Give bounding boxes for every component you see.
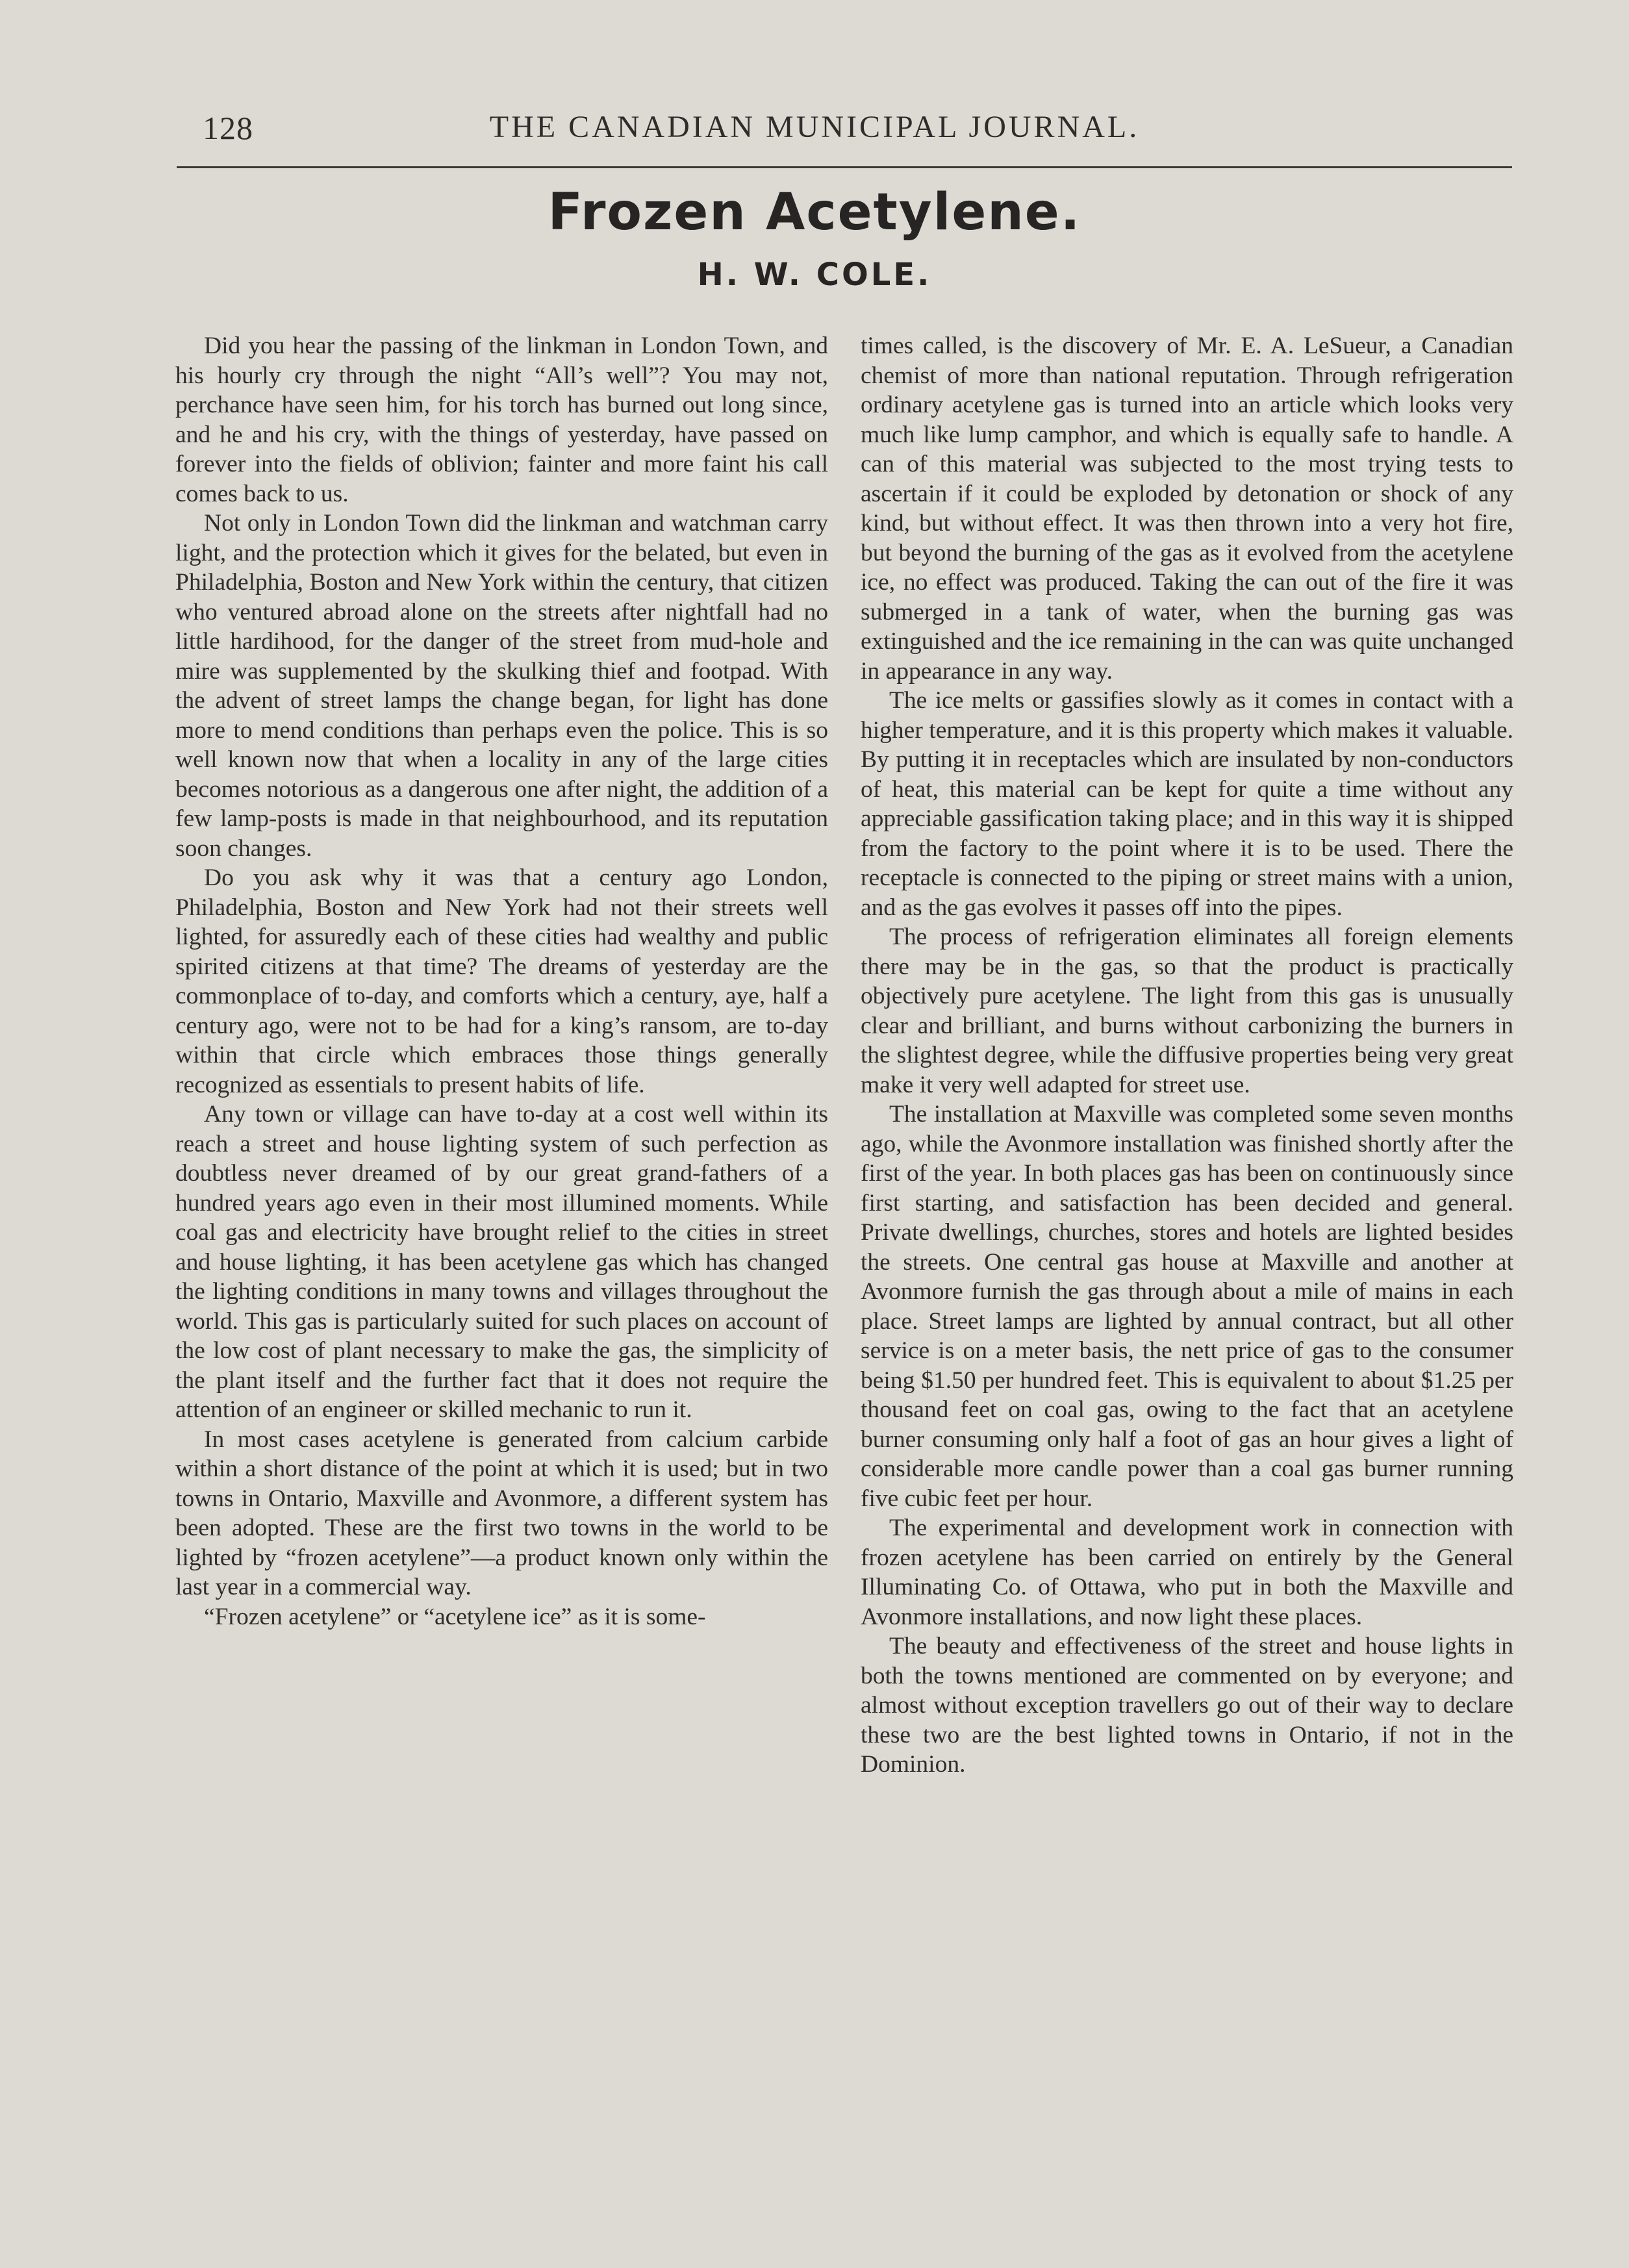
paragraph: “Frozen acetylene” or “acetylene ice” as it is some- [204,1603,706,1630]
paragraph: In most cases acetylene is generated from calcium carbide within a short distance of the point at which it is used; but in two towns in Ontario, Maxville and Avonmore, a different system has been adopted. These are the first two towns in the world to be lighted by “frozen acetylene”—a product known only within the last year in a commercial way. [175,1426,828,1600]
article-author: H. W. COLE. [697,257,932,293]
right-column [861,331,1513,1780]
paragraph: The beauty and effectiveness of the street and house lights in both the towns mentioned are commented on by everyone; and almost without exception travellers go out of their way to declare these two are the best lighted towns in Ontario, if not in the Dominion. [861,1633,1513,1778]
article-title: Frozen Acetylene. [548,183,1081,242]
paragraph: Did you hear the passing of the linkman in London Town, and his hourly cry through the night “All’s well”? You may not, perchance have seen him, for his torch has burned out long since, and he and his cry, with the things of yesterday, have passed on forever into the fields of oblivion; fainter and more faint his call comes back to us. [175,333,828,507]
header-rule [177,166,1512,168]
paragraph: The experimental and development work in connection with frozen acetylene has been carried on entirely by the General Illuminating Co. of Ottawa, who put in both the Maxville and Avonmore installations, and now light these places. [861,1515,1513,1630]
paragraph-continued: times called, is the discovery of Mr. E. A. LeSueur, a Canadian chemist of more than national reputation. Through refrigeration ordinary acetylene gas is turned into an article which looks very much like lump camphor, and which is equally safe to handle. A can of this material was subjected to the most trying tests to ascertain if it could be exploded by detonation or shock of any kind, but without effect. It was then thrown into a very hot fire, but beyond the burning of the gas as it evolved from the acetylene ice, no effect was produced. Taking the can out of the fire it was submerged in a tank of water, when the burning gas was extinguished and the ice remaining in the can was quite unchanged in appearance in any way. [861,333,1513,685]
paragraph: Not only in London Town did the linkman and watchman carry light, and the protection which it gives for the belated, but even in Philadelphia, Boston and New York within the century, that citizen who ventured abroad alone on the streets after nightfall had no little hardihood, for the danger of the street from mud-hole and mire was supplemented by the skulking thief and footpad. With the advent of street lamps the change began, for light has done more to mend conditions than perhaps even the police. This is so well known now that when a locality in any of the large cities becomes notorious as a dangerous one after night, the addition of a few lamp-posts is made in that neighbourhood, and its reputation soon changes. [175,510,828,862]
left-column [175,331,828,1632]
paragraph: The installation at Maxville was completed some seven months ago, while the Avonmore installation was finished shortly after the first of the year. In both places gas has been on continuously since first starting, and satisfaction has been decided and general. Private dwellings, churches, stores and hotels are lighted besides the streets. One central gas house at Maxville and another at Avonmore furnish the gas through about a mile of mains in each place. Street lamps are lighted by annual contract, but all other service is on a meter basis, the nett price of gas to the consumer being $1.50 per hundred feet. This is equivalent to about $1.25 per thousand feet on coal gas, owing to the fact that an acetylene burner consuming only half a foot of gas an hour gives a light of considerable more candle power than a coal gas burner running five cubic feet per hour. [861,1101,1513,1512]
paragraph: The process of refrigeration eliminates all foreign elements there may be in the gas, so that the product is practically objectively pure acetylene. The light from this gas is unusually clear and brilliant, and burns without carbonizing the burners in the slightest degree, while the diffusive properties being very great make it very well adapted for street use. [861,924,1513,1098]
page-number: 128 [203,110,253,146]
paragraph: The ice melts or gassifies slowly as it comes in contact with a higher temperature, and it is this property which makes it valuable. By putting it in receptacles which are insulated by non-conductors of heat, this material can be kept for quite a time without any appreciable gassification taking place; and in this way it is shipped from the factory to the point where it is to be used. There the receptacle is connected to the piping or street mains with a union, and as the gas evolves it passes off into the pipes. [861,687,1513,921]
paragraph: Do you ask why it was that a century ago London, Philadelphia, Boston and New York had not their streets well lighted, for assuredly each of these cities had wealthy and public spirited citizens at that time? The dreams of yesterday are the commonplace of to-day, and comforts which a century, aye, half a century ago, were not to be had for a king’s ransom, are to-day within that circle which embraces those things generally recognized as essentials to present habits of life. [175,864,828,1098]
journal-running-head: THE CANADIAN MUNICIPAL JOURNAL. [489,110,1140,144]
paragraph: Any town or village can have to-day at a cost well within its reach a street and house lighting system of such perfection as doubtless never dreamed of by our great grand-fathers of a hundred years ago even in their most illumined moments. While coal gas and electricity have brought relief to the cities in street and house lighting, it has been acetylene gas which has changed the lighting conditions in many towns and villages throughout the world. This gas is particularly suited for such places on account of the low cost of plant necessary to make the gas, the simplicity of the plant itself and the further fact that it does not require the attention of an engineer or skilled mechanic to run it. [175,1101,828,1423]
